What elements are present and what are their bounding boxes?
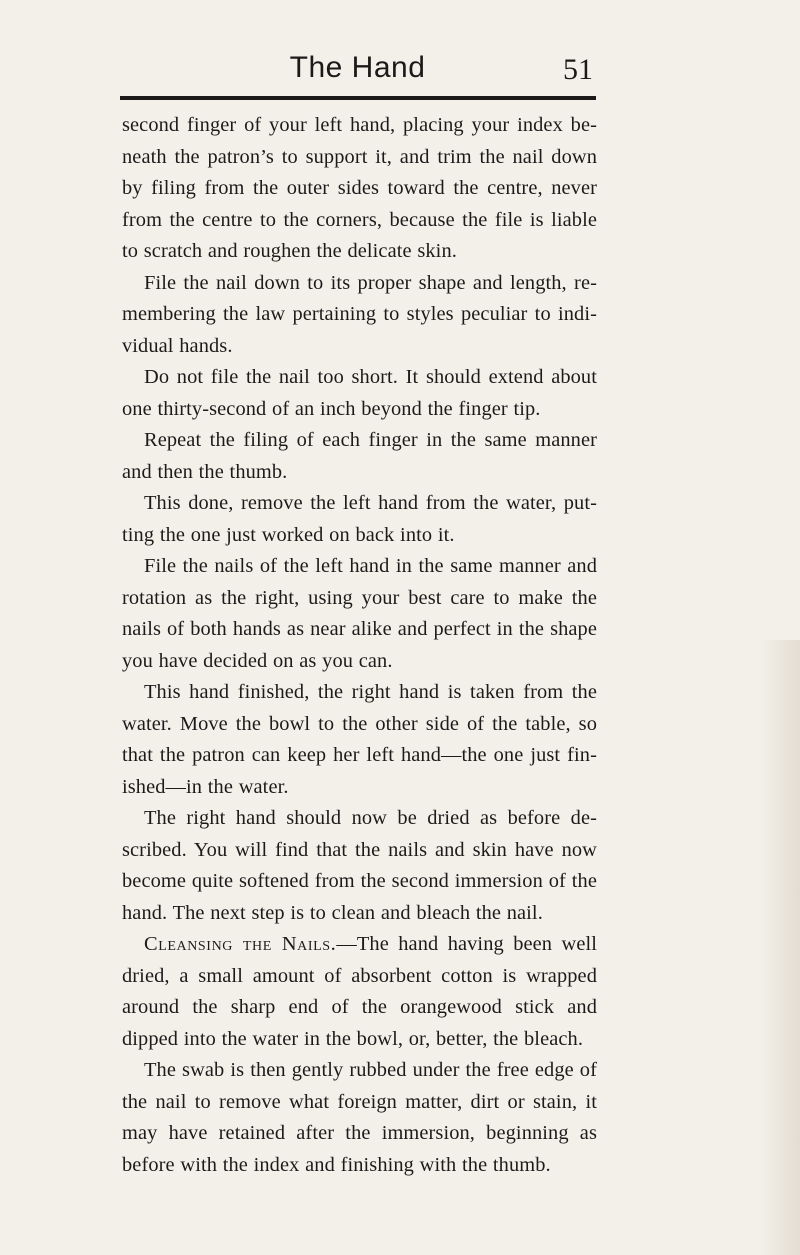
paragraph: Do not file the nail too short. It should extend about one thirty-second of an inch beyond the finger tip. [122,366,597,420]
page-edge-shadow [760,640,800,1255]
paragraph: File the nail down to its proper shape and length, re- membering the law pertaining to styles peculiar to indi- vidual hands. [122,271,597,357]
page-header [120,48,595,96]
paragraph: The right hand should now be dried as before de- scribed. You will find that the nails and skin have now become quite softened from the second immersion of the hand. The next step is to clean and bleach the nail. [122,807,597,924]
paragraph: Repeat the filing of each finger in the same manner and then the thumb. [122,429,597,483]
paragraph: This done, remove the left hand from the water, put- ting the one just worked on back into it. [122,492,597,546]
body-text [122,110,597,1181]
paragraph: The swab is then gently rubbed under the free edge of the nail to remove what foreign matter, dirt or stain, it may have retained after the immersion, beginning as before with the index and finishing with the thumb. [122,1059,597,1176]
paragraph: This hand finished, the right hand is taken from the water. Move the bowl to the other side of the table, so that the patron can keep her left hand—the one just fin- ished—in the water. [122,681,597,798]
section-paragraph [122,929,597,1055]
page-number: 51 [563,53,593,86]
section-text: —The hand having been well dried, a small amount of absorbent cotton is wrapped around the sharp end of the orangewood stick and dipped into the water in the bowl, or, better, the bleach. [122,933,597,1050]
running-title: The Hand [289,51,426,84]
paragraph: second finger of your left hand, placing your index be- neath the patron’s to support it, and trim the nail down by filing from the outer sides toward the centre, never from the centre to the corners, because the file is liable to scratch and roughen the delicate skin. [122,114,597,262]
section-heading: Cleansing the Nails. [144,933,337,955]
paragraph: File the nails of the left hand in the same manner and rotation as the right, using your best care to make the nails of both hands as near alike and perfect in the shape you have decided on as you can. [122,555,597,672]
header-rule [120,96,596,100]
